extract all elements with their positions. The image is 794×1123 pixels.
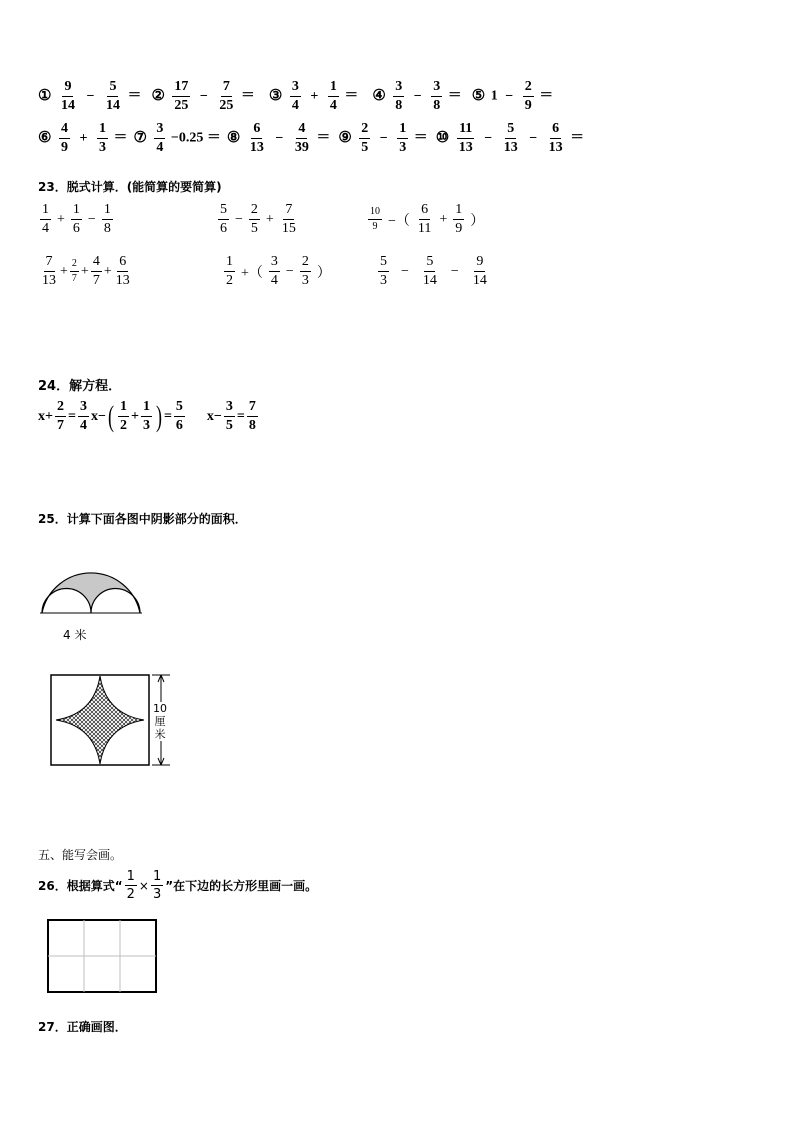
q22-item-7: ⑦ $\frac{3}{4}$ −0.25 ＝ [133,121,221,155]
fraction: $\frac{2}{9}$ [524,79,532,113]
fraction: $\frac{4}{39}$ [294,121,309,155]
q22-item-6: ⑥ $\frac{4}{9}$ + $\frac{1}{3}$ ＝ [38,121,128,155]
semicircle-figure [38,545,148,617]
circled-number: ⑧ [226,129,241,146]
circled-number: ④ [372,87,386,104]
q24-eq-2: x− ( $\frac{1}{2}$ + $\frac{1}{3}$ ) = $\frac{5}{6}$ [90,399,183,433]
circled-number: ⑨ [338,129,352,146]
q22-item-9: ⑨ $\frac{2}{5}$ − $\frac{1}{3}$ ＝ [338,121,428,155]
fraction: $\frac{11}{13}$ [458,121,473,155]
fraction: $\frac{3}{8}$ [433,79,441,113]
fraction: $\frac{1}{4}$ [329,79,337,113]
q22-item-4: ④ $\frac{3}{8}$ − $\frac{3}{8}$ ＝ [372,79,462,113]
fig1-label: 4 米 [63,628,87,642]
q23-expr-2: $\frac{5}{6}$ − $\frac{2}{5}$ + $\frac{7}{15}$ [220,202,296,236]
q27-title: 27．正确画图． [38,1020,127,1034]
fraction: $\frac{3}{8}$ [395,79,403,113]
circled-number: ⑥ [38,129,52,146]
q22-item-5: ⑤ 1 − $\frac{2}{9}$ ＝ [471,79,554,113]
q23-expr-5: $\frac{1}{2}$ +（ $\frac{3}{4}$ − $\frac{2}{3}$ ） [226,254,331,288]
fraction: $\frac{2}{5}$ [361,121,369,155]
circled-number: ② [151,87,165,104]
q24-equations [38,400,260,433]
circled-number: ⑤ [471,87,486,104]
circled-number: ⑩ [435,129,450,146]
q23-expr-3: $\frac{10}{9}$ −（ $\frac{6}{11}$ + $\frac{1}{9}$ ） [370,202,485,236]
fraction: $\frac{7}{25}$ [219,79,234,113]
q22-item-10: ⑩ $\frac{11}{13}$ − $\frac{5}{13}$ − $\frac{6}{13}$ ＝ [435,121,585,155]
q22-item-1: ① $\frac{9}{14}$ − $\frac{5}{14}$ ＝ [38,79,142,113]
circled-number: ⑦ [133,129,147,146]
fraction: $\frac{6}{13}$ [548,121,563,155]
q23-expr-1: $\frac{1}{4}$ + $\frac{1}{6}$ − $\frac{1}{8}$ [42,202,111,236]
q26-title: 26．根据算式“ $\frac{1}{2}$ × $\frac{1}{3}$ ”在下边的长方形里画一画。 [38,869,318,902]
q23-expr-6: $\frac{5}{3}$ − $\frac{5}{14}$ − $\frac{9}{14}$ [380,254,487,288]
fraction: $\frac{1}{3}$ [399,121,407,155]
q22-item-3: ③ $\frac{3}{4}$ + $\frac{1}{4}$ ＝ [268,79,359,113]
fraction: $\frac{1}{3}$ [98,121,106,155]
fraction: $\frac{9}{14}$ [60,79,75,113]
q24-eq-1: x+ $\frac{2}{7}$ = $\frac{3}{4}$ [38,399,87,433]
q22-row-1 [38,80,553,113]
shaded-region [42,573,140,613]
q22-row-2 [38,122,584,155]
fraction: $\frac{3}{4}$ [156,121,164,155]
section-5-title: 五、能写会画。 [38,848,123,862]
q24-eq-3: x− $\frac{3}{5}$ = $\frac{7}{8}$ [206,399,256,433]
q22-item-8: ⑧ $\frac{6}{13}$ − $\frac{4}{39}$ ＝ [226,121,331,155]
q22-item-2: ② $\frac{17}{25}$ − $\frac{7}{25}$ ＝ [151,79,255,113]
q23-title: 23．脱式计算．(能简算的要简算) [38,180,222,194]
q25-title: 25．计算下面各图中阴影部分的面积． [38,512,247,526]
fraction: $\frac{17}{25}$ [174,79,189,113]
fig2-label: 10 厘 米 [153,702,167,741]
fraction: $\frac{5}{14}$ [105,79,120,113]
q24-title: 24．解方程． [38,379,122,394]
circled-number: ① [38,87,52,104]
circled-number: ③ [268,87,283,104]
fraction: $\frac{3}{4}$ [291,79,299,113]
fraction: $\frac{6}{13}$ [249,121,264,155]
q23-expr-4: $\frac{7}{13}$ + $\frac{2}{7}$ + $\frac{4}{7}$ + $\frac{6}{13}$ [42,254,130,288]
fraction: $\frac{5}{13}$ [503,121,518,155]
drawing-rectangle[interactable] [46,918,160,996]
fraction: $\frac{4}{9}$ [60,121,68,155]
